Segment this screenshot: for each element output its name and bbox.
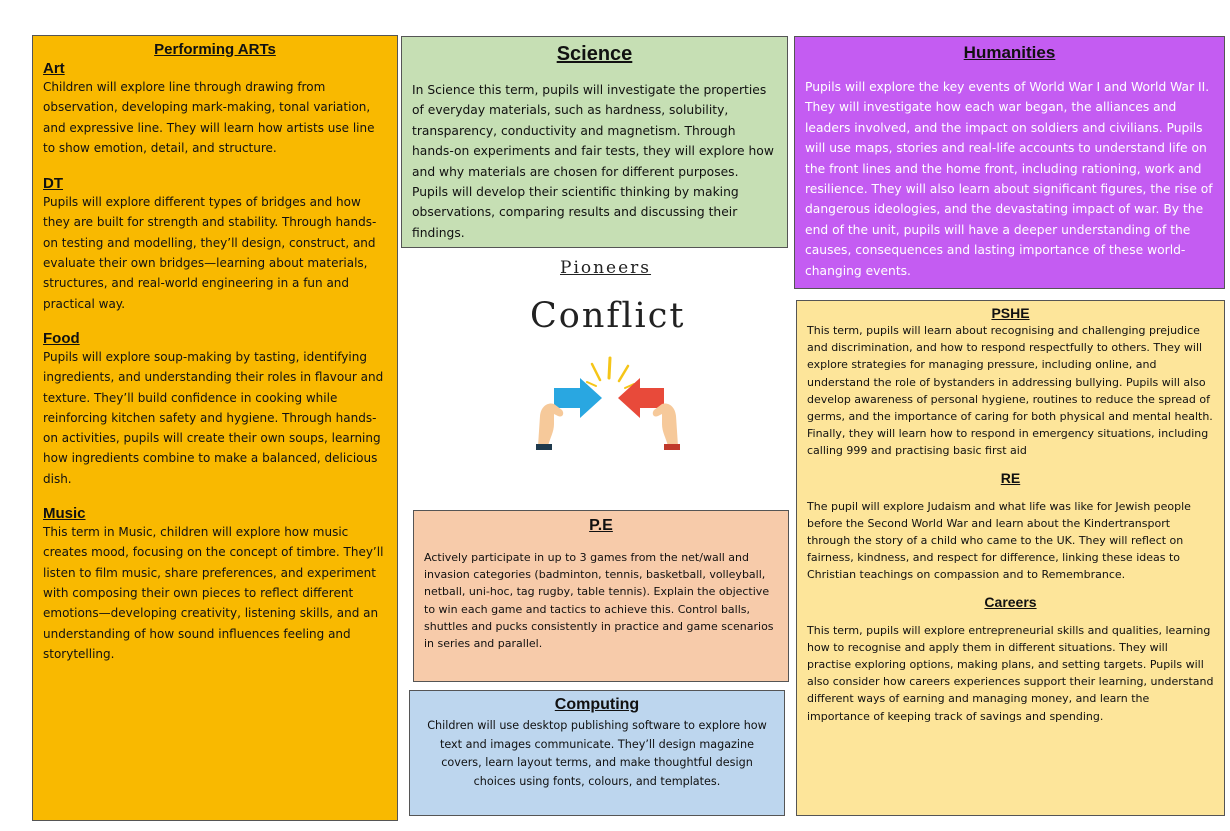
careers-text: This term, pupils will explore entrepreneurial skills and qualities, learning how to recognise and apply them in different situations. They will practise exploring options, making plans, and setting targets. Pupils will also consider how careers experiences support their learning, understand different ways of earning and managing money, and learn the importance of keeping track of savings and spending. bbox=[807, 623, 1214, 723]
humanities-title: Humanities bbox=[963, 43, 1056, 62]
computing-text: Children will use desktop publishing software to explore how text and images communicate. They’ll design magazine covers, learn layout terms, and make thoughtful design choices using fonts, colours, and templates. bbox=[427, 719, 767, 788]
pshe-text: This term, pupils will learn about recognising and challenging prejudice and discrimination, and how to respond respectfully to others. They will explore strategies for managing pressure, including online, and understand the role of bystanders in addressing bullying. Pupils will also develop awareness of personal hygiene, routines to reduce the spread of germs, and the importance of caring for both physical and mental health. Finally, they will learn how to respond in emergency situations, including calling 999 and practising basic first aid bbox=[807, 324, 1213, 458]
conflict-title: Conflict bbox=[530, 296, 686, 336]
music-text: This term in Music, children will explore how music creates mood, focusing on the concept of timbre. They’ll listen to film music, share preferences, and experiment with composing their own pieces to reflect different emotions—developing creativity, listening skills, and an understanding of how sound influences feeling and storytelling. bbox=[43, 525, 384, 661]
food-text: Pupils will explore soup-making by tasting, identifying ingredients, and understanding their roles in flavour and texture. They’ll build confidence in cooking while reinforcing kitchen safety and hygiene. Through hands-on activities, pupils will create their own soups, learning how ingredients combine to make a balanced, delicious dish. bbox=[43, 349, 384, 486]
conflict-arrows-icon bbox=[532, 354, 684, 450]
performing-arts-title: Performing ARTs bbox=[154, 41, 276, 58]
pe-title: P.E bbox=[589, 517, 613, 534]
pe-text: Actively participate in up to 3 games from the net/wall and invasion categories (badminton, tennis, basketball, volleyball, netball, uni-hoc, tag rugby, table tennis). Explain the objective to win each game and tactics to achieve this. Control balls, shuttles and pucks consistently in practice and game scenarios in series and parallel. bbox=[424, 551, 774, 651]
science-panel bbox=[401, 36, 788, 248]
pshe-title: PSHE bbox=[991, 305, 1030, 321]
pioneers-subtitle: Pioneers bbox=[560, 258, 652, 278]
pe-panel bbox=[413, 510, 789, 682]
computing-title: Computing bbox=[554, 696, 640, 713]
computing-panel bbox=[409, 690, 785, 816]
food-heading: Food bbox=[43, 329, 80, 347]
re-title: RE bbox=[1000, 469, 1021, 486]
dt-heading: DT bbox=[43, 175, 63, 193]
science-title: Science bbox=[556, 43, 633, 65]
pshe-re-careers-panel bbox=[796, 300, 1225, 816]
humanities-panel bbox=[794, 36, 1225, 289]
art-heading: Art bbox=[43, 60, 65, 77]
humanities-text: Pupils will explore the key events of World War I and World War II. They will investigate how each war began, the alliances and leaders involved, and the impact on soldiers and civilians. Pupils will use maps, stories and real-life accounts to understand life on the front lines and the home front, including rationing, work and resilience. They will also learn about significant figures, the rise of dangerous ideologies, and the devastating impact of war. By the end of the unit, pupils will have a deeper understanding of the causes, consequences and lasting importance of these world-changing events. bbox=[805, 80, 1213, 278]
careers-title: Careers bbox=[984, 593, 1037, 610]
dt-text: Pupils will explore different types of bridges and how they are built for strength and stability. Through hands-on testing and modelling, they’ll design, construct, and evaluate their own bridges—learning about materials, structures, and real-world engineering in a fun and practical way. bbox=[43, 195, 377, 311]
music-heading: Music bbox=[43, 505, 86, 523]
art-text: Children will explore line through drawing from observation, developing mark-making, tonal variation, and expressive line. They will learn how artists use line to show emotion, detail, and structure. bbox=[43, 80, 375, 155]
re-text: The pupil will explore Judaism and what life was like for Jewish people before the Second World War and learn about the Kindertransport through the story of a child who came to the UK. They will reflect on fairness, kindness, and respect for difference, linking these ideas to Christian teachings on compassion and to Remembrance. bbox=[807, 499, 1191, 582]
performing-arts-panel bbox=[32, 35, 398, 821]
science-text: In Science this term, pupils will investigate the properties of everyday materials, such as hardness, solubility, transparency, conductivity and magnetism. Through hands-on experiments and fair tests, they will explore how and why materials are chosen for different purposes. Pupils will develop their scientific thinking by making observations, comparing results and discussing their findings. bbox=[412, 83, 774, 240]
